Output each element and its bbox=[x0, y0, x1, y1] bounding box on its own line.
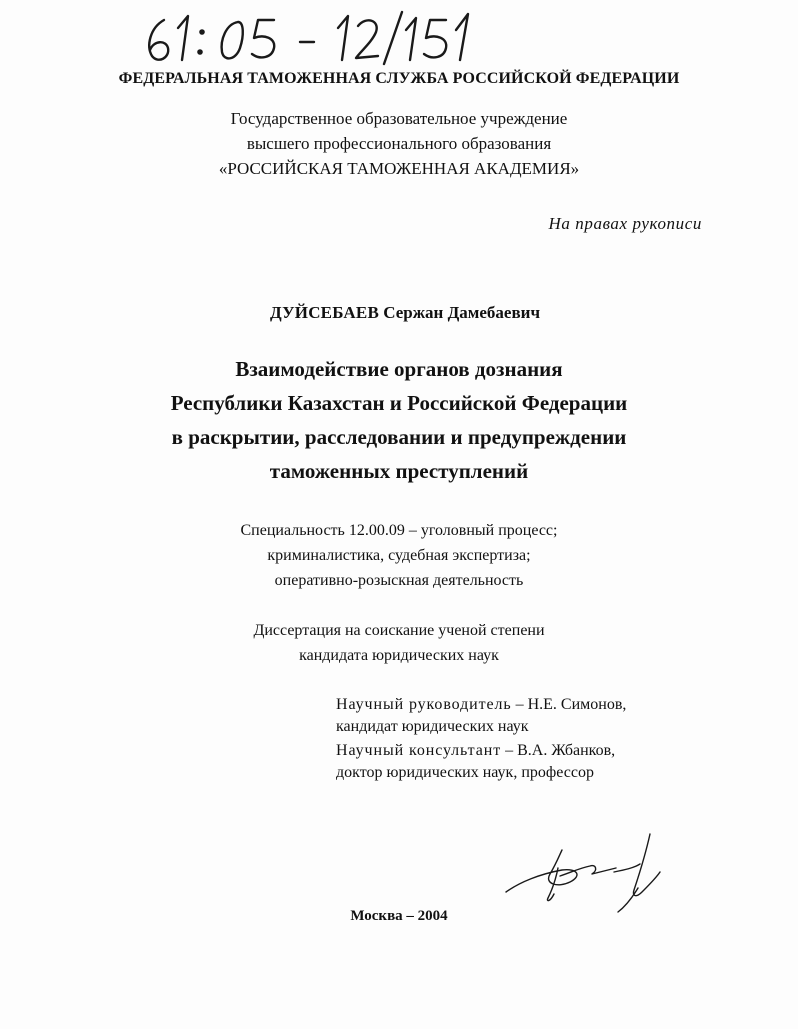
title-line-1: Взаимодействие органов дознания bbox=[235, 357, 563, 381]
specialty-block bbox=[0, 518, 798, 593]
place-and-year: Москва – 2004 bbox=[350, 908, 448, 924]
degree-block bbox=[0, 618, 798, 668]
advisor-role: Научный руководитель bbox=[336, 696, 512, 713]
advisor-name: Н.Е. Симонов, bbox=[527, 696, 627, 713]
advisor-credentials: кандидат юридических наук bbox=[336, 718, 529, 735]
title-line-2: Республики Казахстан и Российской Федерации bbox=[170, 391, 628, 415]
consultant-name: В.А. Жбанков, bbox=[517, 742, 616, 759]
ministry-header: ФЕДЕРАЛЬНАЯ ТАМОЖЕННАЯ СЛУЖБА РОССИЙСКОЙ ФЕДЕРАЦИИ bbox=[118, 70, 680, 87]
degree-line-1: Диссертация на соискание ученой степени bbox=[253, 622, 545, 639]
specialty-line-3: оперативно-розыскная деятельность bbox=[274, 572, 524, 589]
title-line-3: в раскрытии, расследовании и предупреждении bbox=[171, 425, 627, 449]
advisor-dash: – bbox=[515, 696, 524, 713]
degree-line-2: кандидата юридических наук bbox=[299, 647, 499, 664]
institution-line-2: высшего профессионального образования bbox=[246, 134, 552, 153]
author-given-names: Сержан Дамебаевич bbox=[383, 303, 541, 322]
institution-block bbox=[0, 106, 798, 181]
scientific-consultant bbox=[336, 740, 626, 784]
consultant-role: Научный консультант bbox=[336, 742, 502, 759]
scientific-supervisor bbox=[336, 694, 626, 738]
author-surname: ДУЙСЕБАЕВ bbox=[270, 303, 379, 322]
institution-line-3: «РОССИЙСКАЯ ТАМОЖЕННАЯ АКАДЕМИЯ» bbox=[218, 159, 580, 178]
dissertation-title bbox=[0, 352, 798, 488]
specialty-line-1: Специальность 12.00.09 – уголовный процесс; bbox=[240, 522, 558, 539]
title-line-4: таможенных преступлений bbox=[269, 459, 529, 483]
specialty-line-2: криминалистика, судебная экспертиза; bbox=[267, 547, 531, 564]
advisors-block bbox=[336, 694, 626, 786]
institution-line-1: Государственное образовательное учреждение bbox=[230, 109, 568, 128]
handwritten-signature bbox=[500, 828, 680, 918]
manuscript-rights: На правах рукописи bbox=[548, 214, 702, 233]
author-name bbox=[270, 303, 540, 323]
consultant-credentials: доктор юридических наук, профессор bbox=[336, 764, 594, 781]
consultant-dash: – bbox=[505, 742, 514, 759]
handwritten-archive-code bbox=[134, 6, 494, 68]
